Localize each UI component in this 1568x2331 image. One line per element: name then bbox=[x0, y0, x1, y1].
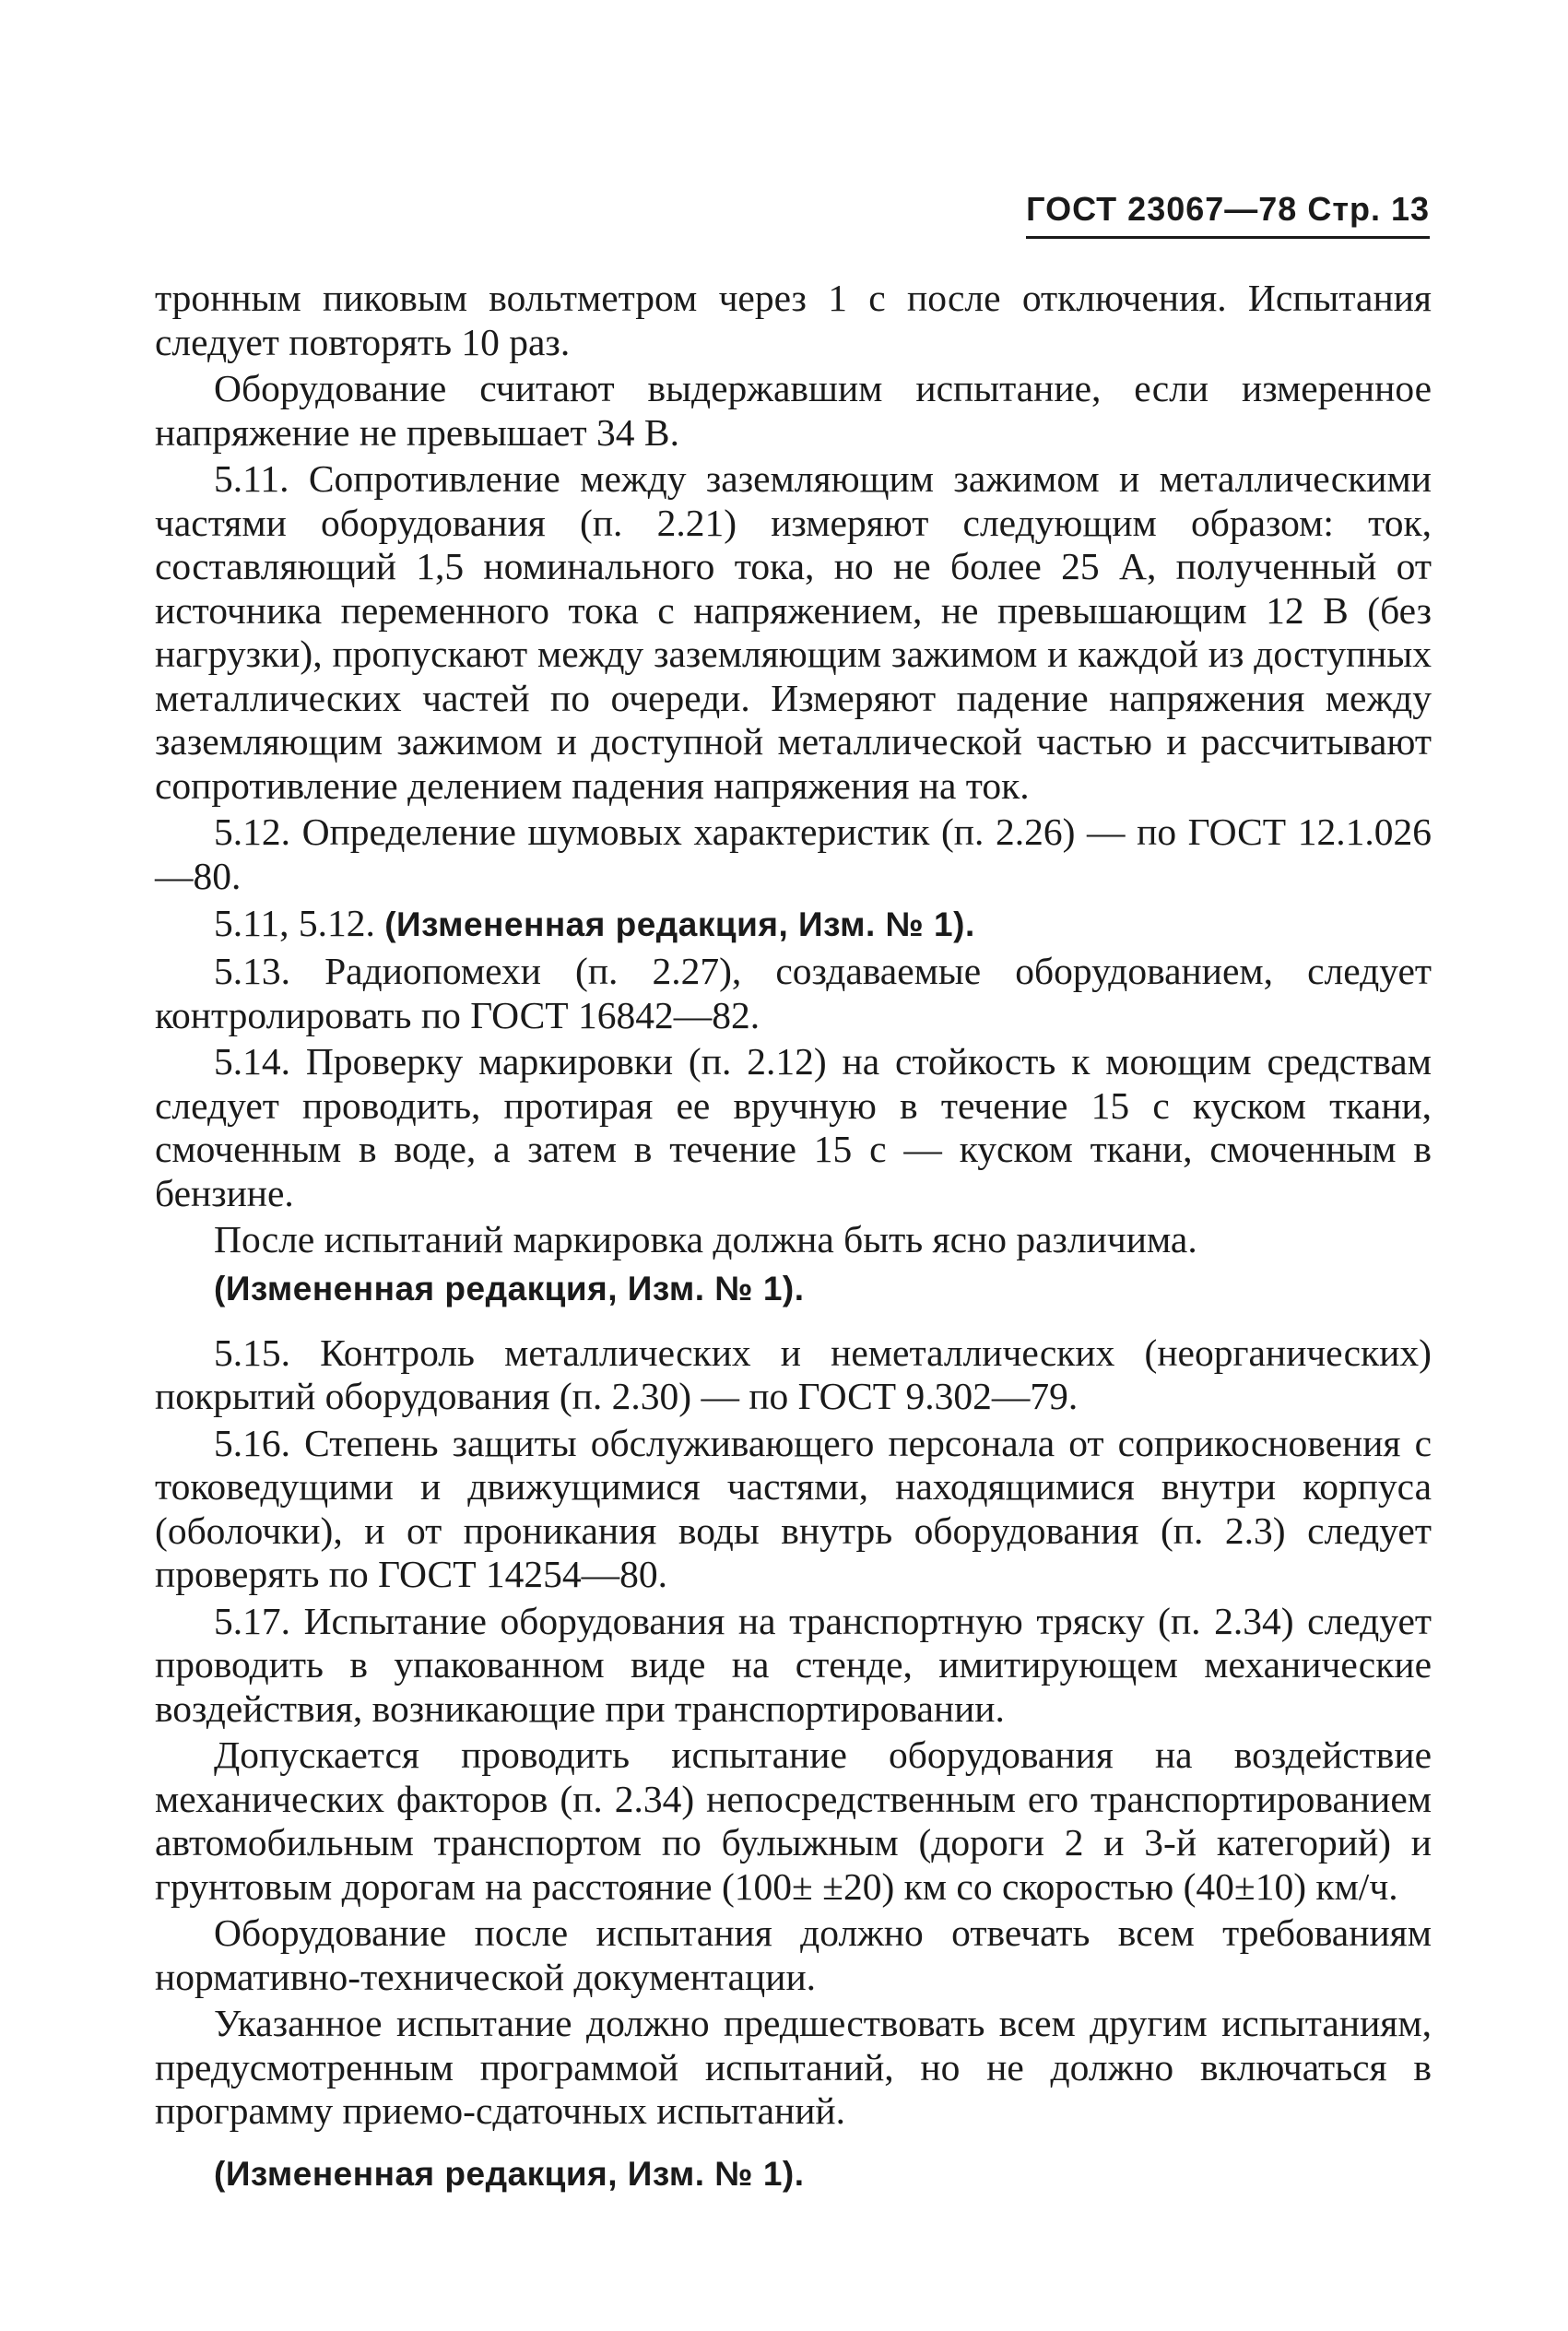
clause-5-16: 5.16. Степень защиты обслуживающего персонала от соприкосновения с токоведущими и движущимися частями, находящимися внутри корпуса (оболочки), и от проникания воды внутрь оборудования (п. 2.3) следует проверять по ГОСТ 14254—80. bbox=[155, 1421, 1432, 1595]
clause-5-14: 5.14. Проверку маркировки (п. 2.12) на стойкость к моющим средствам следует проводить, протирая ее вручную в течение 15 с куском ткани, смоченным в воде, а затем в течение 15 с — куском ткани, смоченным в бензине. bbox=[155, 1040, 1432, 1214]
clause-5-13: 5.13. Радиопомехи (п. 2.27), создаваемые оборудованием, следует контролировать по ГОСТ 16842—82. bbox=[155, 950, 1432, 1036]
document-code: ГОСТ 23067—78 Стр. 13 bbox=[1026, 190, 1430, 228]
amendment-note: (Измененная редакция, Изм. № 1). bbox=[214, 1269, 805, 1307]
paragraph-continuation: тронным пиковым вольтметром через 1 с после отключения. Испытания следует повторять 10 раз. bbox=[155, 277, 1432, 363]
paragraph: Допускается проводить испытание оборудования на воздействие механических факторов (п. 2.34) непосредственным его транспортированием автомобильным транспортом по булыжным (дороги 2 и 3-й категорий) и грунтовым дорогам на расстояние (100± ±20) км со скоростью (40±10) км/ч. bbox=[155, 1733, 1432, 1908]
paragraph: После испытаний маркировка должна быть ясно различима. bbox=[214, 1218, 1197, 1260]
paragraph: Оборудование после испытания должно отвечать всем требованиям нормативно-технической документации. bbox=[155, 1911, 1432, 1998]
paragraph: Указанное испытание должно предшествовать всем другим испытаниям, предусмотренным программой испытаний, но не должно включаться в программу приемо-сдаточных испытаний. bbox=[155, 2002, 1432, 2132]
amendment-line bbox=[155, 1265, 1432, 1311]
clause-5-12: 5.12. Определение шумовых характеристик (п. 2.26) — по ГОСТ 12.1.026—80. bbox=[155, 811, 1432, 897]
amendment-line bbox=[155, 2150, 1432, 2196]
paragraph: Оборудование считают выдержавшим испытание, если измеренное напряжение не превышает 34 В. bbox=[155, 367, 1432, 454]
amendment-clauses: 5.11, 5.12. bbox=[214, 902, 385, 944]
amendment-note: (Измененная редакция, Изм. № 1). bbox=[214, 2154, 805, 2193]
clause-5-17: 5.17. Испытание оборудования на транспортную тряску (п. 2.34) следует проводить в упакованном виде на стенде, имитирующем механические воздействия, возникающие при транспортировании. bbox=[155, 1599, 1432, 1730]
amendment-line-5-11-5-12 bbox=[155, 901, 1432, 947]
clause-5-11: 5.11. Сопротивление между заземляющим зажимом и металлическими частями оборудования (п. 2.21) измеряют следующим образом: ток, составляющий 1,5 номинального тока, но не более 25 А, полученный от источника переменного тока с напряжением, не превышающим 12 В (без нагрузки), пропускают между заземляющим зажимом и каждой из доступных металлических частей по очереди. Измеряют падение напряжения между заземляющим зажимом и доступной металлической частью и рассчитывают сопротивление делением падения напряжения на ток. bbox=[155, 457, 1432, 807]
amendment-note: (Измененная редакция, Изм. № 1). bbox=[384, 905, 975, 943]
page-body bbox=[155, 277, 1432, 2199]
page-header bbox=[1026, 190, 1430, 239]
clause-5-15: 5.15. Контроль металлических и неметаллических (неорганических) покрытий оборудования (п. 2.30) — по ГОСТ 9.302—79. bbox=[155, 1331, 1432, 1417]
